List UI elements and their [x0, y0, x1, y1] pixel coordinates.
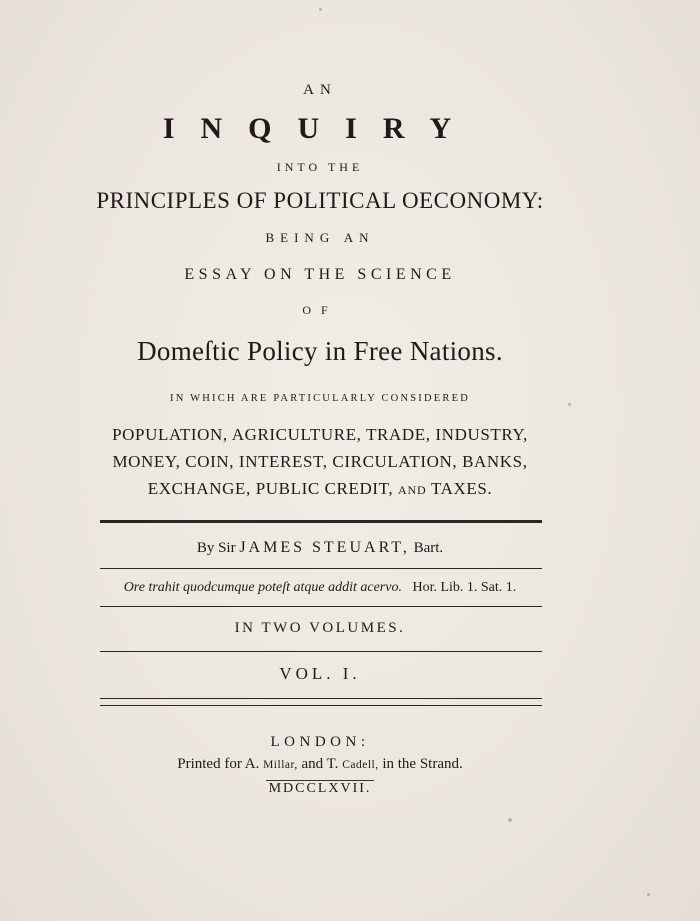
- rule-6: [100, 705, 542, 706]
- subtitle-in-which: IN WHICH ARE PARTICULARLY CONSIDERED: [170, 393, 470, 404]
- rule-1: [100, 520, 542, 523]
- title-principles: PRINCIPLES OF POLITICAL OECONOMY:: [96, 188, 544, 213]
- rule-3: [100, 606, 542, 607]
- rule-5: [100, 698, 542, 699]
- topics-line-2: MONEY, COIN, INTEREST, CIRCULATION, BANKS,: [112, 452, 528, 471]
- topics-line-3-and: AND: [398, 483, 427, 497]
- author-line: [0, 539, 640, 557]
- paper-speck: [319, 8, 322, 11]
- printer-cadell: Cadell,: [342, 759, 379, 771]
- title-being-an: BEING AN: [265, 230, 375, 245]
- author-name: JAMES STEUART,: [239, 539, 410, 556]
- motto-source: Hor. Lib. 1. Sat. 1.: [412, 580, 517, 595]
- in-two-volumes: IN TWO VOLUMES.: [234, 620, 406, 636]
- author-prefix: By Sir: [196, 540, 236, 556]
- paper-speck: [647, 893, 650, 896]
- paper-speck: [508, 818, 512, 822]
- topics-line-1: POPULATION, AGRICULTURE, TRADE, INDUSTRY,: [112, 425, 528, 444]
- title-inquiry: INQUIRY: [162, 112, 478, 145]
- rule-4: [100, 651, 542, 652]
- title-essay: ESSAY ON THE SCIENCE: [184, 266, 456, 283]
- topics-line-3: [0, 479, 640, 499]
- printed-for: Printed for A.: [177, 756, 260, 772]
- imprint-printed-for: [0, 756, 640, 773]
- motto-line: [0, 580, 640, 596]
- date-value: MDCCLXVII.: [266, 780, 375, 798]
- topics-line-3-a: EXCHANGE, PUBLIC CREDIT,: [147, 479, 394, 498]
- and-t: and T.: [301, 756, 339, 772]
- topics-line-3-b: TAXES.: [431, 479, 493, 498]
- in-the-strand: in the Strand.: [382, 756, 463, 772]
- author-suffix: Bart.: [413, 540, 444, 556]
- volume-number: VOL. I.: [279, 664, 361, 683]
- imprint-london: LONDON:: [270, 734, 370, 750]
- title-into-the: INTO THE: [276, 160, 364, 174]
- rule-2: [100, 568, 542, 569]
- title-of: OF: [302, 303, 338, 317]
- motto-latin: Ore trahit quodcumque poteſt atque addit acervo.: [123, 580, 402, 595]
- title-domestic-policy: Domeſtic Policy in Free Nations.: [137, 336, 503, 366]
- title-an: AN: [303, 82, 337, 98]
- imprint-date: [0, 780, 640, 798]
- paper-speck: [568, 403, 571, 406]
- printer-millar: Millar,: [263, 759, 298, 771]
